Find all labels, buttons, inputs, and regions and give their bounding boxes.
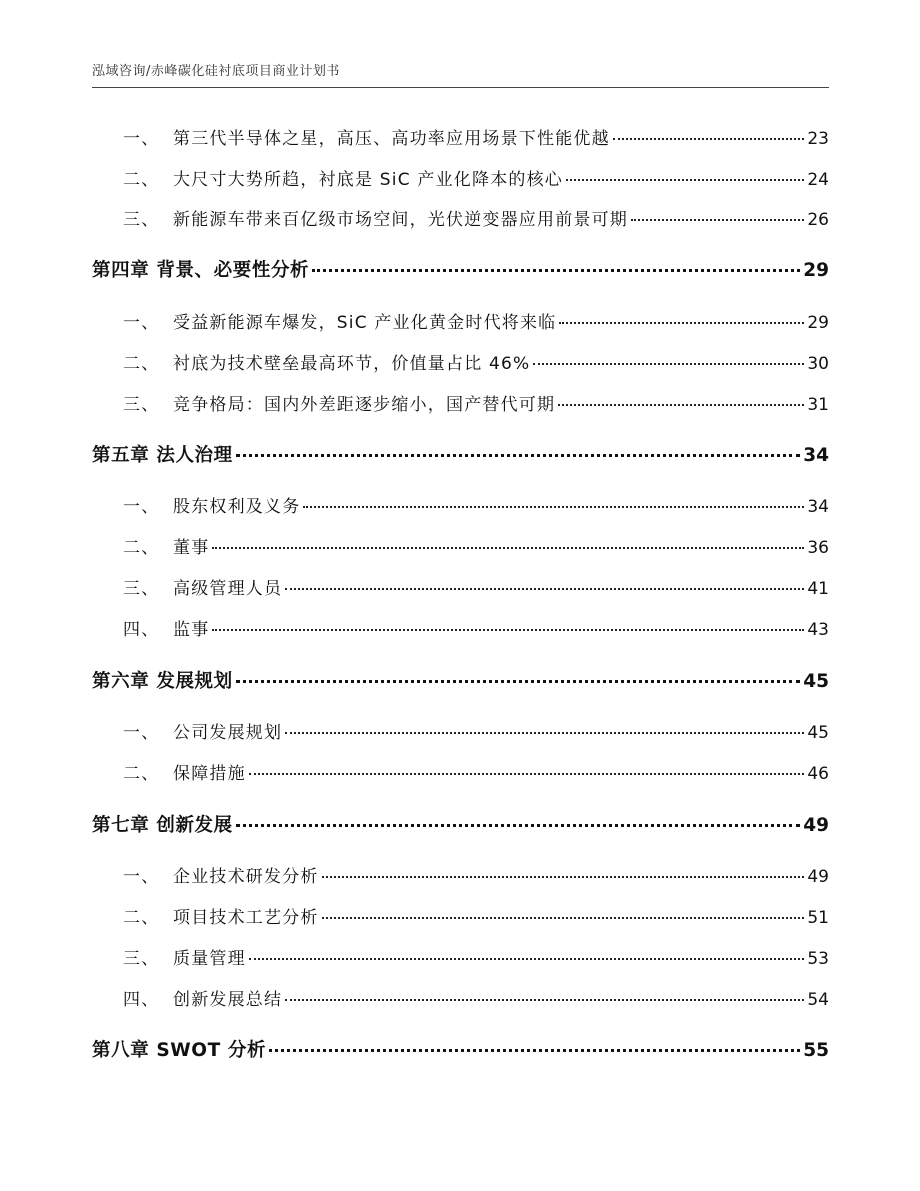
dot-leader bbox=[285, 998, 804, 1001]
toc-entry-title: 创新发展总结 bbox=[173, 990, 283, 1010]
toc-entry[interactable] bbox=[123, 759, 829, 784]
toc-entry-page: 23 bbox=[807, 129, 829, 149]
dot-leader bbox=[631, 218, 804, 221]
toc-chapter-title: 第四章 背景、必要性分析 bbox=[92, 260, 310, 281]
toc-entry[interactable] bbox=[123, 574, 829, 599]
toc-entry[interactable] bbox=[123, 165, 829, 190]
toc-entry-page: 36 bbox=[807, 538, 829, 558]
toc-chapter-page: 45 bbox=[803, 671, 829, 692]
toc-entry-title: 董事 bbox=[173, 538, 210, 558]
dot-leader bbox=[269, 1048, 800, 1052]
dot-leader bbox=[285, 731, 804, 734]
toc-entry-number: 三、 bbox=[123, 949, 160, 969]
toc-entry-page: 31 bbox=[807, 395, 829, 415]
toc-entry-number: 四、 bbox=[123, 620, 160, 640]
toc-entry-title: 第三代半导体之星，高压、高功率应用场景下性能优越 bbox=[173, 129, 610, 149]
toc-entry-number: 一、 bbox=[123, 497, 160, 517]
toc-entry-number: 三、 bbox=[123, 395, 160, 415]
toc-entry-title: 保障措施 bbox=[173, 764, 246, 784]
dot-leader bbox=[559, 321, 804, 324]
toc-entry-title: 项目技术工艺分析 bbox=[173, 908, 319, 928]
toc-entry-page: 34 bbox=[807, 497, 829, 517]
toc-chapter-page: 29 bbox=[803, 260, 829, 281]
toc-entry-page: 29 bbox=[807, 313, 829, 333]
toc-entry-title: 竞争格局：国内外差距逐步缩小，国产替代可期 bbox=[173, 395, 556, 415]
dot-leader bbox=[236, 453, 801, 457]
toc-entry[interactable] bbox=[123, 903, 829, 928]
dot-leader bbox=[312, 268, 800, 272]
toc-entry-title: 新能源车带来百亿级市场空间，光伏逆变器应用前景可期 bbox=[173, 210, 628, 230]
toc-entry-number: 一、 bbox=[123, 129, 160, 149]
toc-entry-page: 53 bbox=[807, 949, 829, 969]
toc-entry-title: 高级管理人员 bbox=[173, 579, 283, 599]
toc-entry[interactable] bbox=[123, 615, 829, 640]
toc-entry[interactable] bbox=[123, 944, 829, 969]
toc-entry-title: 股东权利及义务 bbox=[173, 497, 301, 517]
toc-entry-page: 45 bbox=[807, 723, 829, 743]
toc-entry-number: 二、 bbox=[123, 170, 160, 190]
toc-chapter-page: 55 bbox=[803, 1040, 829, 1061]
toc-entry-number: 二、 bbox=[123, 908, 160, 928]
running-header: 泓域咨询/赤峰碳化硅衬底项目商业计划书 bbox=[92, 64, 340, 79]
toc-entry[interactable] bbox=[123, 533, 829, 558]
dot-leader bbox=[249, 772, 805, 775]
toc-chapter-entry[interactable] bbox=[92, 441, 829, 467]
dot-leader bbox=[236, 823, 801, 827]
dot-leader bbox=[322, 875, 805, 878]
toc-entry-page: 26 bbox=[807, 210, 829, 230]
toc-entry-title: 企业技术研发分析 bbox=[173, 867, 319, 887]
toc-entry[interactable] bbox=[123, 124, 829, 149]
dot-leader bbox=[533, 362, 804, 365]
toc-entry-page: 43 bbox=[807, 620, 829, 640]
toc-entry[interactable] bbox=[123, 205, 829, 230]
toc-entry-page: 51 bbox=[807, 908, 829, 928]
toc-entry-number: 三、 bbox=[123, 579, 160, 599]
toc-entry-number: 一、 bbox=[123, 867, 160, 887]
dot-leader bbox=[322, 916, 805, 919]
toc-chapter-page: 34 bbox=[803, 445, 829, 466]
toc-entry-page: 30 bbox=[807, 354, 829, 374]
toc-entry[interactable] bbox=[123, 862, 829, 887]
toc-entry-title: 衬底为技术壁垒最高环节，价值量占比 46% bbox=[173, 354, 531, 374]
toc-chapter-title: 第六章 发展规划 bbox=[92, 671, 233, 692]
toc-chapter-entry[interactable] bbox=[92, 667, 829, 693]
dot-leader bbox=[303, 505, 804, 508]
toc-entry[interactable] bbox=[123, 718, 829, 743]
dot-leader bbox=[236, 679, 801, 683]
toc-entry-number: 二、 bbox=[123, 538, 160, 558]
toc-entry[interactable] bbox=[123, 492, 829, 517]
toc-entry-title: 大尺寸大势所趋，衬底是 SiC 产业化降本的核心 bbox=[173, 170, 563, 190]
dot-leader bbox=[285, 587, 804, 590]
toc-entry-title: 受益新能源车爆发，SiC 产业化黄金时代将来临 bbox=[173, 313, 557, 333]
toc-chapter-title: 第八章 SWOT 分析 bbox=[92, 1040, 267, 1061]
toc-entry-number: 二、 bbox=[123, 764, 160, 784]
toc-chapter-title: 第七章 创新发展 bbox=[92, 815, 233, 836]
toc-entry-title: 公司发展规划 bbox=[173, 723, 283, 743]
toc-entry-number: 二、 bbox=[123, 354, 160, 374]
toc-entry-number: 四、 bbox=[123, 990, 160, 1010]
toc-entry[interactable] bbox=[123, 308, 829, 333]
dot-leader bbox=[212, 628, 804, 631]
toc-entry-title: 监事 bbox=[173, 620, 210, 640]
dot-leader bbox=[558, 403, 804, 406]
toc-entry-page: 46 bbox=[807, 764, 829, 784]
toc-chapter-title: 第五章 法人治理 bbox=[92, 445, 233, 466]
toc-entry-page: 49 bbox=[807, 867, 829, 887]
toc-entry-title: 质量管理 bbox=[173, 949, 246, 969]
dot-leader bbox=[566, 178, 804, 181]
toc-chapter-page: 49 bbox=[803, 815, 829, 836]
toc-entry-page: 41 bbox=[807, 579, 829, 599]
toc-entry-page: 54 bbox=[807, 990, 829, 1010]
toc-entry[interactable] bbox=[123, 349, 829, 374]
dot-leader bbox=[613, 137, 805, 140]
toc-entry-number: 一、 bbox=[123, 313, 160, 333]
toc-entry-page: 24 bbox=[807, 170, 829, 190]
dot-leader bbox=[249, 957, 805, 960]
toc-entry[interactable] bbox=[123, 390, 829, 415]
toc-chapter-entry[interactable] bbox=[92, 811, 829, 837]
dot-leader bbox=[212, 546, 804, 549]
toc-entry-number: 三、 bbox=[123, 210, 160, 230]
toc-chapter-entry[interactable] bbox=[92, 256, 829, 282]
toc-entry-number: 一、 bbox=[123, 723, 160, 743]
toc-entry[interactable] bbox=[123, 985, 829, 1010]
toc-chapter-entry[interactable] bbox=[92, 1036, 829, 1062]
